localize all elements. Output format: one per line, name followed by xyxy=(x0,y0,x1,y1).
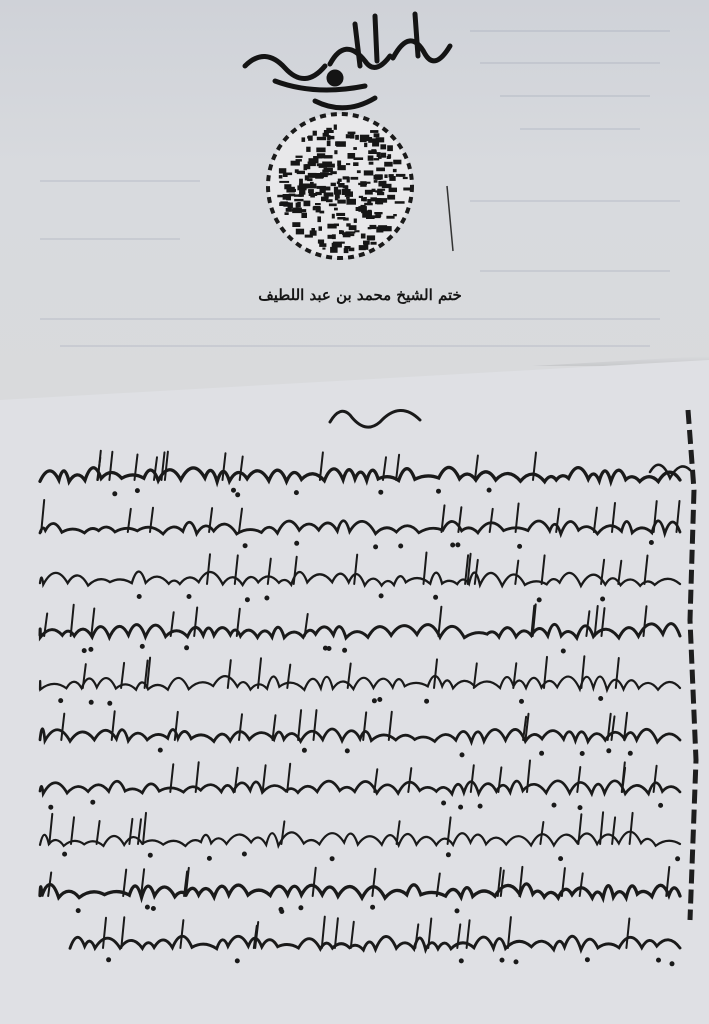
ink-ascender xyxy=(97,821,100,844)
ink-dot xyxy=(374,545,378,549)
ink-dot xyxy=(63,852,67,856)
ink-dot xyxy=(601,597,605,601)
ink-dot xyxy=(514,960,518,964)
ink-dot xyxy=(323,646,327,650)
ink-ascender xyxy=(239,509,242,532)
ink-ascender xyxy=(644,606,647,636)
ink-ascender xyxy=(61,714,64,740)
ink-ascender xyxy=(540,822,543,844)
handwritten-line xyxy=(40,624,680,638)
ink-ascender xyxy=(501,871,504,897)
ink-dot xyxy=(437,489,441,493)
ink-dot xyxy=(245,598,249,602)
ink-dot xyxy=(49,805,53,809)
ink-ascender xyxy=(612,817,615,844)
ink-dot xyxy=(242,852,246,856)
ink-dot xyxy=(82,649,86,653)
handwritten-line xyxy=(40,676,680,690)
ink-ascender xyxy=(415,924,418,948)
ink-dot xyxy=(580,752,584,756)
ink-ascender xyxy=(129,819,132,844)
ink-ascender xyxy=(542,555,545,584)
ink-dot xyxy=(459,805,463,809)
ink-dot xyxy=(500,958,504,962)
ink-dot xyxy=(455,909,459,913)
ink-ascender xyxy=(616,658,619,688)
ink-dot xyxy=(265,596,269,600)
handwritten-line xyxy=(70,936,680,950)
ink-dot xyxy=(185,646,189,650)
ink-dot xyxy=(302,748,306,752)
ink-ascender xyxy=(630,813,633,844)
ink-ascender xyxy=(109,452,112,480)
handwritten-line xyxy=(40,572,680,586)
ink-ascender xyxy=(372,869,375,896)
handwritten-line xyxy=(40,832,680,846)
ink-dot xyxy=(108,701,112,705)
ink-dot xyxy=(113,492,117,496)
ink-ascender xyxy=(645,556,648,585)
handwritten-line xyxy=(40,781,680,794)
manuscript-letter xyxy=(0,360,709,1024)
ink-ascender xyxy=(354,555,357,584)
ink-ascender xyxy=(103,918,106,948)
ink-ascender xyxy=(294,557,297,584)
ink-ascender xyxy=(490,509,493,532)
ink-dot xyxy=(232,488,236,492)
ink-dot xyxy=(446,853,450,857)
ink-dot xyxy=(578,806,582,810)
ink-dot xyxy=(585,958,589,962)
ink-dot xyxy=(607,749,611,753)
ink-ascender xyxy=(165,452,168,480)
ink-dot xyxy=(372,699,376,703)
ink-ascender xyxy=(654,501,657,532)
seal-stamp-icon xyxy=(215,6,465,271)
ink-ascender xyxy=(602,608,605,636)
ink-dot xyxy=(659,803,663,807)
ink-ascender xyxy=(580,873,583,896)
ink-dot xyxy=(552,803,556,807)
ink-dot xyxy=(399,544,403,548)
seal-caption: ختم الشيخ محمد بن عبد اللطيف xyxy=(258,286,462,304)
ink-ascender xyxy=(515,561,518,584)
ink-dot xyxy=(670,962,674,966)
ink-dot xyxy=(520,699,524,703)
ink-dot xyxy=(649,541,653,545)
ink-ascender xyxy=(654,766,657,792)
ink-ascender xyxy=(618,561,621,584)
ink-dot xyxy=(540,751,544,755)
ink-dot xyxy=(345,749,349,753)
ink-ascender xyxy=(586,611,589,636)
ink-ascender xyxy=(207,554,210,584)
ink-dot xyxy=(442,801,446,805)
ink-dot xyxy=(151,907,155,911)
ink-dot xyxy=(280,910,284,914)
ink-dot xyxy=(295,541,299,545)
ink-dot xyxy=(137,595,141,599)
ink-dot xyxy=(76,909,80,913)
ink-ascender xyxy=(223,453,226,480)
ink-ascender xyxy=(577,767,580,792)
ink-dot xyxy=(434,595,438,599)
ink-dot xyxy=(140,644,144,648)
ink-dot xyxy=(537,598,541,602)
ink-ascender xyxy=(49,814,52,844)
ink-dot xyxy=(459,959,463,963)
ink-dot xyxy=(657,958,661,962)
ink-dot xyxy=(379,594,383,598)
ink-ascender xyxy=(287,665,290,688)
ink-dot xyxy=(487,488,491,492)
ink-ascender xyxy=(314,710,317,740)
handwritten-line xyxy=(40,884,680,898)
ink-dot xyxy=(425,699,429,703)
opening-line xyxy=(330,410,420,427)
ink-dot xyxy=(89,700,93,704)
ink-ascender xyxy=(408,768,411,792)
seal xyxy=(215,6,465,271)
handwriting-strokes xyxy=(0,360,709,1024)
ink-dot xyxy=(187,595,191,599)
handwritten-line xyxy=(40,521,680,534)
ink-dot xyxy=(158,748,162,752)
ink-dot xyxy=(89,647,93,651)
ink-dot xyxy=(145,905,149,909)
ink-ascender xyxy=(239,714,242,740)
ink-dot xyxy=(371,905,375,909)
ink-ascender xyxy=(612,716,615,740)
ink-ascender xyxy=(397,821,400,844)
ink-dot xyxy=(561,649,565,653)
ink-dot xyxy=(330,857,334,861)
ink-dot xyxy=(243,544,247,548)
ink-dot xyxy=(235,959,239,963)
ink-ascender xyxy=(313,868,316,896)
ink-dot xyxy=(456,543,460,547)
ink-dot xyxy=(135,489,139,493)
ink-dot xyxy=(478,804,482,808)
ink-dot xyxy=(559,857,563,861)
ink-dot xyxy=(451,543,455,547)
ink-dot xyxy=(207,856,211,860)
ink-ascender xyxy=(594,508,597,532)
ink-dot xyxy=(599,697,603,701)
ink-ascender xyxy=(143,813,146,844)
ink-ascender xyxy=(194,608,197,637)
ink-dot xyxy=(676,857,680,861)
ink-dot xyxy=(236,493,240,497)
ink-ascender xyxy=(228,660,231,688)
ink-ascender xyxy=(298,710,301,740)
ink-ascender xyxy=(626,919,629,949)
ink-dot xyxy=(378,698,382,702)
ink-dot xyxy=(148,853,152,857)
ink-ascender xyxy=(180,920,183,948)
ink-dot xyxy=(294,491,298,495)
ink-dot xyxy=(299,906,303,910)
handwritten-line xyxy=(40,729,680,742)
ink-ascender xyxy=(434,659,437,688)
ink-ascender xyxy=(268,559,271,584)
ink-ascender xyxy=(281,821,284,844)
ink-dot xyxy=(343,648,347,652)
ink-dot xyxy=(460,753,464,757)
ink-dot xyxy=(59,699,63,703)
ink-ascender xyxy=(240,457,243,481)
ink-dot xyxy=(107,958,111,962)
ink-ascender xyxy=(363,712,366,740)
ink-ascender xyxy=(471,765,474,792)
ink-dot xyxy=(518,544,522,548)
ink-dot xyxy=(91,800,95,804)
ink-ascender xyxy=(438,607,441,636)
ink-dot xyxy=(628,751,632,755)
ink-dot xyxy=(379,490,383,494)
